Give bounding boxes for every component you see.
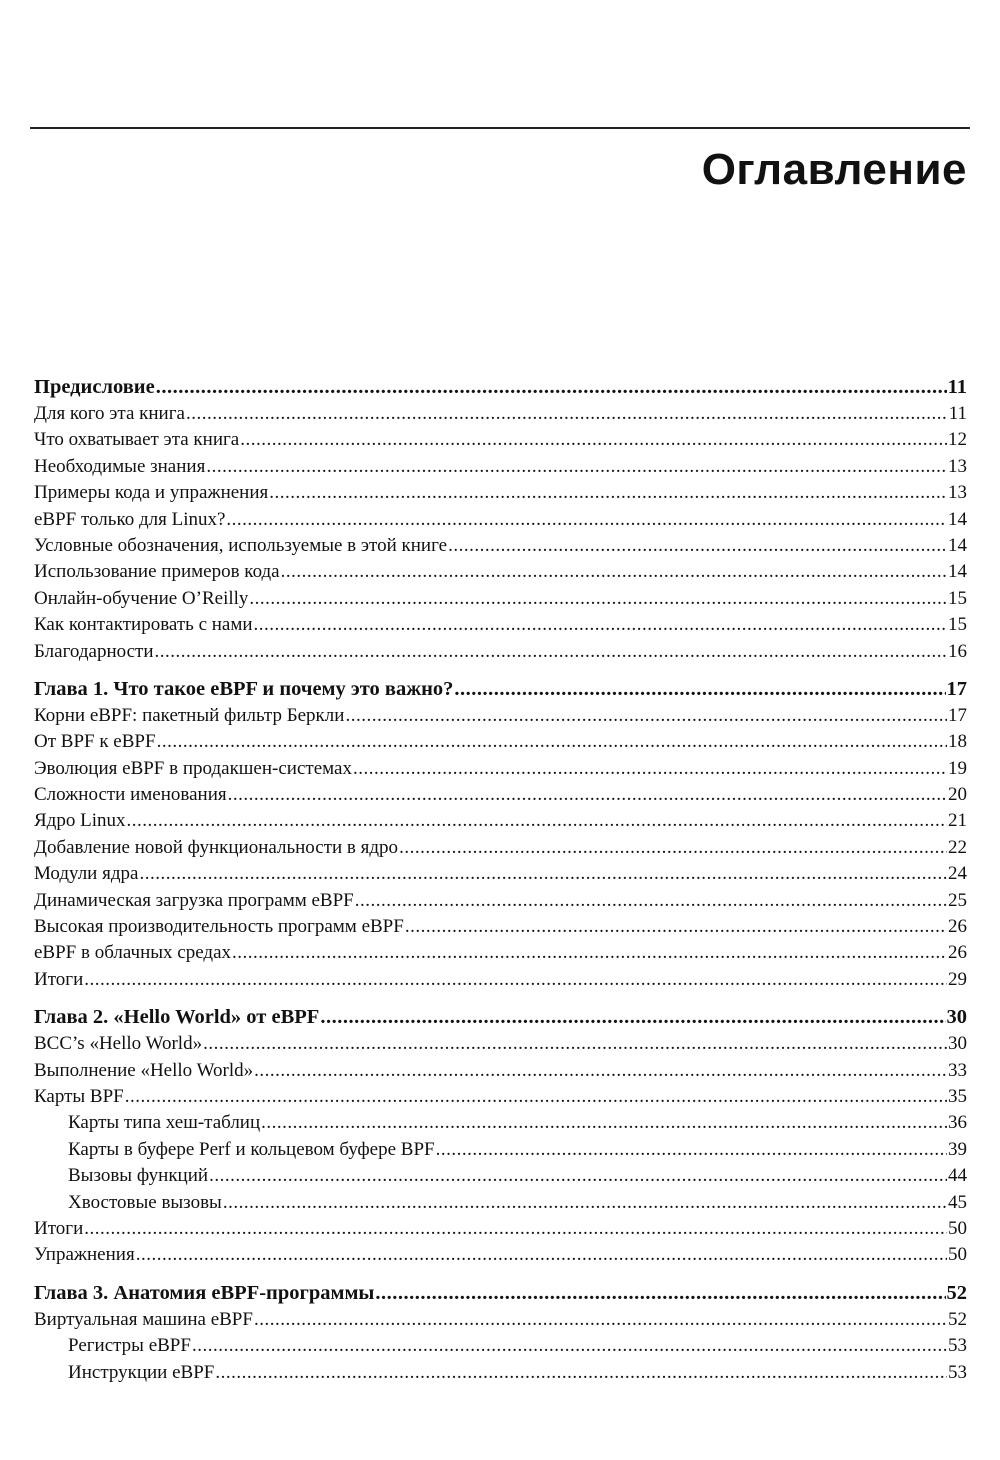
toc-entry-title: Выполнение «Hello World» (34, 1059, 254, 1081)
toc-section-entry[interactable] (34, 1084, 967, 1110)
toc-section-entry[interactable] (34, 454, 967, 480)
toc-section-entry[interactable] (34, 835, 967, 861)
dot-leader (228, 782, 947, 808)
toc-section-entry[interactable] (34, 586, 967, 612)
dot-leader (353, 756, 947, 782)
toc-page-number: 52 (946, 1281, 967, 1304)
toc-page-number: 25 (948, 889, 967, 911)
toc-section-entry[interactable] (34, 914, 967, 940)
toc-page-number: 19 (948, 757, 967, 779)
dot-leader (125, 1084, 947, 1110)
dot-leader (126, 808, 947, 834)
toc-page-number: 52 (948, 1308, 967, 1330)
toc-entry-title: Карты типа хеш-таблиц (68, 1112, 261, 1134)
toc-page-number: 11 (948, 403, 967, 424)
toc-page-number: 26 (948, 942, 967, 964)
toc-entry-title: Онлайн-обучение O’Reilly (34, 587, 249, 609)
toc-page-number: 14 (948, 534, 967, 556)
toc-entry-title: Условные обозначения, используемые в этой книге (34, 534, 448, 556)
dot-leader (139, 861, 947, 887)
toc-section-entry[interactable] (34, 1307, 967, 1333)
toc-page-number: 30 (948, 1033, 967, 1055)
toc-section-entry[interactable] (34, 612, 967, 638)
dot-leader (405, 914, 947, 940)
toc-subsection-entry[interactable] (34, 1360, 967, 1386)
toc-page-number: 12 (948, 429, 967, 451)
toc-page-number: 50 (948, 1217, 967, 1239)
toc-entry-title: Для кого эта книга (34, 403, 185, 424)
toc-entry-title: Глава 1. Что такое eBPF и почему это важно? (34, 677, 454, 700)
toc-section-entry[interactable] (34, 1216, 967, 1242)
toc-entry-title: eBPF только для Linux? (34, 508, 226, 530)
toc-page-number: 14 (948, 508, 967, 530)
toc-section-entry[interactable] (34, 808, 967, 834)
dot-leader (240, 427, 947, 453)
toc-page-number: 36 (948, 1112, 967, 1134)
dot-leader (249, 586, 947, 612)
toc-subsection-entry[interactable] (34, 1137, 967, 1163)
toc-page-number: 14 (948, 561, 967, 583)
toc-subsection-entry[interactable] (34, 1190, 967, 1216)
toc-section-entry[interactable] (34, 1031, 967, 1057)
toc-page-number: 35 (948, 1085, 967, 1107)
toc-page-number: 44 (948, 1165, 967, 1187)
dot-leader (192, 1333, 947, 1359)
toc-entry-title: Высокая производительность программ eBPF (34, 916, 404, 938)
toc-entry-title: От BPF к eBPF (34, 731, 156, 753)
toc-page-number: 39 (948, 1138, 967, 1160)
toc-section-entry[interactable] (34, 533, 967, 559)
dot-leader (281, 559, 947, 585)
toc-page-number: 16 (948, 640, 967, 662)
dot-leader (375, 1279, 945, 1307)
toc-entry-title: Необходимые знания (34, 455, 206, 477)
toc-page-number: 29 (948, 968, 967, 990)
toc-section-entry[interactable] (34, 782, 967, 808)
dot-leader (448, 533, 947, 559)
toc-chapter-entry[interactable] (34, 1003, 967, 1031)
dot-leader (399, 835, 947, 861)
toc-section-entry[interactable] (34, 703, 967, 729)
dot-leader (254, 1058, 947, 1084)
toc-entry-title: Виртуальная машина eBPF (34, 1308, 253, 1330)
toc-entry-title: Ядро Linux (34, 810, 126, 832)
toc-section-entry[interactable] (34, 967, 967, 993)
toc-page-number: 20 (948, 784, 967, 806)
toc-page-number: 33 (948, 1059, 967, 1081)
toc-entry-title: BCC’s «Hello World» (34, 1033, 203, 1055)
toc-entry-title: Модули ядра (34, 863, 139, 885)
dot-leader (226, 507, 947, 533)
toc-section-entry[interactable] (34, 756, 967, 782)
toc-section-entry[interactable] (34, 427, 967, 453)
toc-page-number: 17 (946, 677, 967, 700)
dot-leader (203, 1031, 947, 1057)
toc-page-number: 18 (948, 731, 967, 753)
toc-entry-title: Глава 2. «Hello World» от eBPF (34, 1006, 320, 1029)
toc-entry-title: Предисловие (34, 376, 155, 398)
toc-entry-title: Использование примеров кода (34, 561, 280, 583)
toc-entry-title: Динамическая загрузка программ eBPF (34, 889, 354, 911)
toc-entry-title: Сложности именования (34, 784, 227, 806)
toc-chapter-entry[interactable] (34, 1279, 967, 1307)
toc-entry-title: Карты в буфере Perf и кольцевом буфере BPF (68, 1138, 435, 1160)
toc-page-number: 21 (948, 810, 967, 832)
dot-leader (320, 1003, 945, 1031)
toc-entry-title: Регистры eBPF (68, 1335, 191, 1357)
toc-entry-title: Инструкции eBPF (68, 1361, 215, 1383)
page-title: Оглавление (701, 145, 967, 194)
toc-chapter-entry[interactable] (34, 675, 967, 703)
toc-entry-title: Вызовы функций (68, 1165, 209, 1187)
toc-entry-title: Упражнения (34, 1244, 135, 1266)
toc-page-number: 45 (948, 1191, 967, 1213)
dot-leader (155, 639, 948, 665)
toc-section-entry[interactable] (34, 507, 967, 533)
toc-page-number: 11 (947, 376, 967, 398)
toc-entry-title: Итоги (34, 968, 84, 990)
dot-leader (186, 401, 948, 427)
dot-leader (232, 940, 947, 966)
dot-leader (254, 612, 947, 638)
dot-leader (454, 675, 945, 703)
toc-page-number: 53 (948, 1361, 967, 1383)
dot-leader (206, 454, 947, 480)
dot-leader (269, 480, 947, 506)
toc-entry-title: Глава 3. Анатомия eBPF-программы (34, 1281, 375, 1304)
toc-chapter-entry[interactable] (34, 373, 967, 401)
table-of-contents (34, 373, 967, 1386)
dot-leader (84, 1216, 947, 1242)
toc-section-entry[interactable] (34, 401, 967, 427)
dot-leader (215, 1360, 947, 1386)
dot-leader (84, 967, 947, 993)
toc-page-number: 15 (948, 614, 967, 636)
dot-leader (136, 1242, 947, 1268)
toc-entry-title: Добавление новой функциональности в ядро (34, 836, 399, 858)
dot-leader (355, 888, 947, 914)
dot-leader (254, 1307, 947, 1333)
dot-leader (345, 703, 947, 729)
toc-entry-title: Карты BPF (34, 1085, 124, 1107)
dot-leader (436, 1137, 947, 1163)
toc-page-number: 24 (948, 863, 967, 885)
toc-page-number: 17 (948, 704, 967, 726)
toc-section-entry[interactable] (34, 861, 967, 887)
dot-leader (156, 373, 947, 401)
toc-entry-title: Примеры кода и упражнения (34, 482, 269, 504)
toc-subsection-entry[interactable] (34, 1163, 967, 1189)
toc-page-number: 53 (948, 1335, 967, 1357)
toc-page-number: 26 (948, 916, 967, 938)
toc-section-entry[interactable] (34, 1242, 967, 1268)
toc-section-entry[interactable] (34, 480, 967, 506)
toc-section-entry[interactable] (34, 888, 967, 914)
toc-entry-title: Благодарности (34, 640, 154, 662)
toc-section-entry[interactable] (34, 1058, 967, 1084)
toc-page-number: 13 (948, 455, 967, 477)
dot-leader (157, 729, 947, 755)
toc-page-number: 15 (948, 587, 967, 609)
toc-subsection-entry[interactable] (34, 1333, 967, 1359)
toc-page-number: 30 (946, 1006, 967, 1029)
toc-page-number: 22 (948, 836, 967, 858)
toc-entry-title: Эволюция eBPF в продакшен-системах (34, 757, 352, 779)
toc-entry-title: Итоги (34, 1217, 84, 1239)
dot-leader (223, 1190, 947, 1216)
toc-section-entry[interactable] (34, 940, 967, 966)
toc-section-entry[interactable] (34, 729, 967, 755)
toc-subsection-entry[interactable] (34, 1110, 967, 1136)
toc-entry-title: Что охватывает эта книга (34, 429, 240, 451)
toc-section-entry[interactable] (34, 559, 967, 585)
toc-entry-title: Как контактировать с нами (34, 614, 253, 636)
toc-entry-title: Корни eBPF: пакетный фильтр Беркли (34, 704, 345, 726)
toc-section-entry[interactable] (34, 639, 967, 665)
header-rule (30, 127, 970, 129)
dot-leader (209, 1163, 947, 1189)
dot-leader (261, 1110, 947, 1136)
toc-page-number: 13 (948, 482, 967, 504)
toc-entry-title: eBPF в облачных средах (34, 942, 232, 964)
toc-page-number: 50 (948, 1244, 967, 1266)
toc-entry-title: Хвостовые вызовы (68, 1191, 222, 1213)
